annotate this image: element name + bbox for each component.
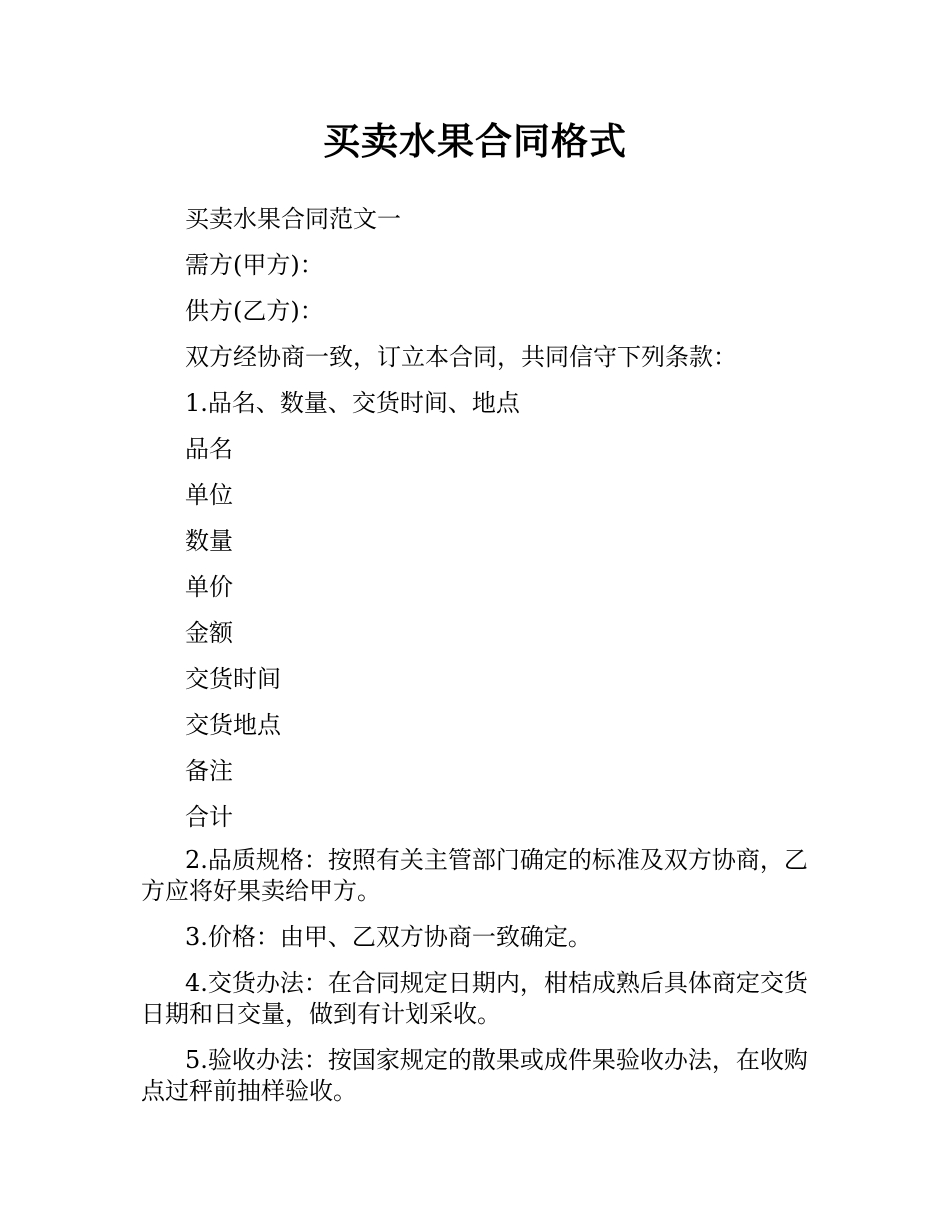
field-remarks: 备注 [185, 757, 233, 785]
clause-3-paragraph: 3.价格：由甲、乙双方协商一致确定。 [185, 923, 592, 951]
field-product-name: 品名 [185, 435, 233, 463]
section-heading: 买卖水果合同范文一 [185, 205, 401, 233]
clause-5-paragraph: 5.验收办法：按国家规定的散果或成件果验收办法，在收购点过秤前抽样验收。 [141, 1046, 808, 1105]
field-quantity: 数量 [185, 527, 233, 555]
document-body [141, 196, 809, 1122]
field-delivery-place: 交货地点 [185, 711, 281, 739]
document-title: 买卖水果合同格式 [323, 120, 627, 163]
clause-2-paragraph: 2.品质规格：按照有关主管部门确定的标准及双方协商，乙方应将好果卖给甲方。 [141, 846, 808, 905]
field-unit: 单位 [185, 481, 233, 509]
agreement-statement: 双方经协商一致，订立本合同，共同信守下列条款： [185, 343, 737, 371]
clause-4-paragraph: 4.交货办法：在合同规定日期内，柑桔成熟后具体商定交货日期和日交量，做到有计划采收。 [141, 969, 808, 1028]
seller-party-line: 供方(乙方)： [185, 297, 324, 325]
clause-1-heading: 1.品名、数量、交货时间、地点 [185, 389, 520, 417]
field-amount: 金额 [185, 619, 233, 647]
field-total: 合计 [185, 803, 233, 831]
buyer-party-line: 需方(甲方)： [185, 251, 324, 279]
field-delivery-time: 交货时间 [185, 665, 281, 693]
field-unit-price: 单价 [185, 573, 233, 601]
